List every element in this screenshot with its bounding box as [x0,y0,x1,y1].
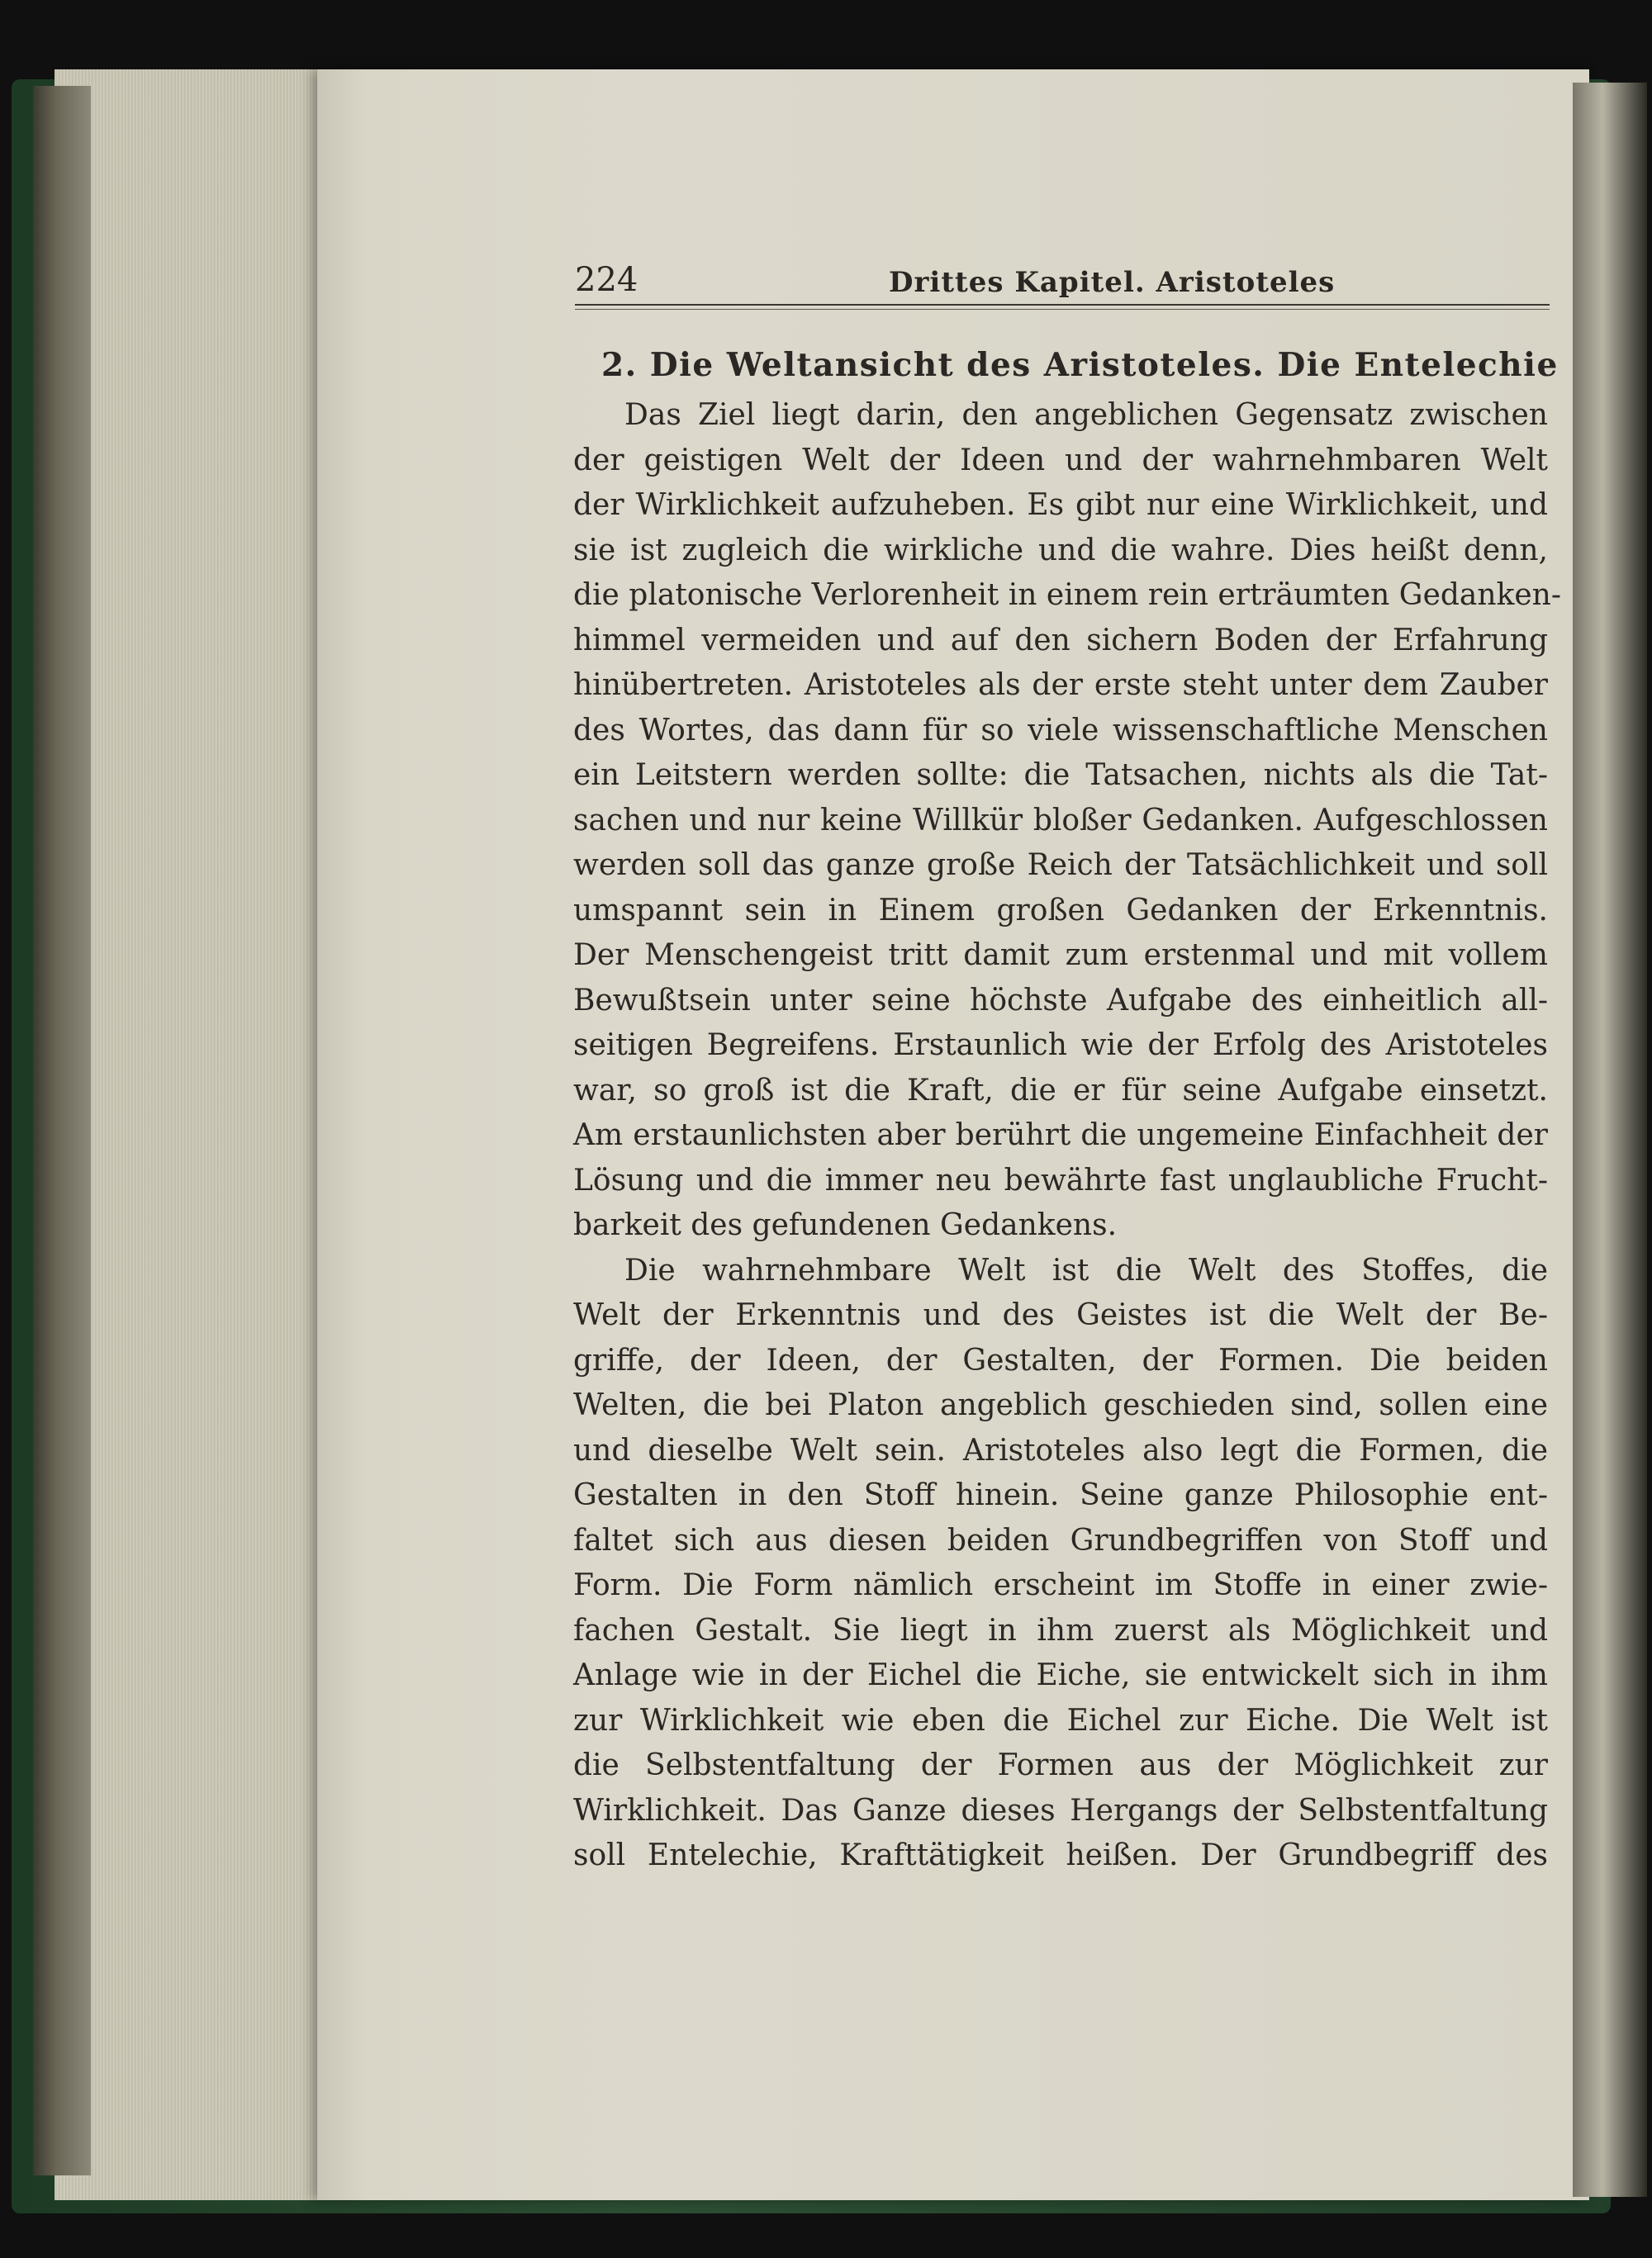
text-line: Die wahrnehmbare Welt ist die Welt des Stoffes, die [624,1253,1548,1288]
text-line: die platonische Verlorenheit in einem rein erträumten Gedanken- [573,578,1562,612]
text-line: des Wortes, das dann für so viele wissenschaftliche Menschen [573,713,1548,747]
text-line: soll Entelechie, Krafttätigkeit heißen. Der Grundbegriff des [573,1838,1548,1872]
text-line: seitigen Begreifens. Erstaunlich wie der Erfolg des Aristoteles [573,1028,1548,1062]
paragraphs [573,393,1562,1879]
text-line: fachen Gestalt. Sie liegt in ihm zuerst als Möglichkeit und [573,1613,1548,1648]
facing-page-edge [1573,83,1647,2197]
header-rule [575,304,1550,306]
text-line: Am erstaunlichsten aber berührt die ungemeine Einfachheit der [573,1118,1548,1152]
text-line: faltet sich aus diesen beiden Grundbegriffen von Stoff und [573,1523,1548,1558]
text-line: Welten, die bei Platon angeblich geschieden sind, sollen eine [573,1388,1548,1422]
running-head: Drittes Kapitel. Aristoteles [889,266,1336,299]
text-line: griffe, der Ideen, der Gestalten, der Formen. Die beiden [573,1343,1548,1378]
text-line: barkeit des gefundenen Gedankens. [573,1208,1118,1242]
text-line: Der Menschengeist tritt damit zum erstenmal und mit vollem [573,938,1548,972]
text-line: Bewußtsein unter seine höchste Aufgabe des einheitlich all- [573,983,1548,1018]
text-line: zur Wirklichkeit wie eben die Eichel zur Eiche. Die Welt ist [573,1703,1548,1738]
text-line: Gestalten in den Stoff hinein. Seine ganze Philosophie ent- [573,1478,1548,1512]
text-line: der Wirklichkeit aufzuheben. Es gibt nur eine Wirklichkeit, und [573,488,1548,522]
text-line: Welt der Erkenntnis und des Geistes ist die Welt der Be- [573,1298,1548,1332]
text-line: himmel vermeiden und auf den sichern Boden der Erfahrung [573,623,1548,657]
text-line: ein Leitstern werden sollte: die Tatsachen, nichts als die Tat- [573,758,1548,792]
text-line: Form. Die Form nämlich erscheint im Stoffe in einer zwie- [573,1568,1548,1602]
text-line: der geistigen Welt der Ideen und der wahrnehmbaren Welt [573,443,1548,477]
page-number: 224 [575,261,638,299]
text-line: und dieselbe Welt sein. Aristoteles also legt die Formen, die [573,1433,1548,1468]
text-line: war, so groß ist die Kraft, die er für seine Aufgabe einsetzt. [573,1073,1548,1108]
body-text [573,342,1562,1879]
text-line: sie ist zugleich die wirkliche und die wahre. Dies heißt denn, [573,533,1548,567]
text-line: umspannt sein in Einem großen Gedanken der Erkenntnis. [573,893,1548,927]
section-title: 2. Die Weltansicht des Aristoteles. Die Entelechie [601,346,1559,384]
text-line: Lösung und die immer neu bewährte fast unglaubliche Frucht- [573,1163,1548,1198]
text-line: sachen und nur keine Willkür bloßer Gedanken. Aufgeschlossen [573,803,1548,837]
text-line: die Selbstentfaltung der Formen aus der Möglichkeit zur [573,1748,1548,1782]
book-spine-edge [33,86,91,2175]
text-line: hinübertreten. Aristoteles als der erste steht unter dem Zauber [573,668,1548,702]
text-line: Wirklichkeit. Das Ganze dieses Hergangs der Selbstentfaltung [573,1793,1548,1828]
text-line: Das Ziel liegt darin, den angeblichen Gegensatz zwischen [624,398,1548,432]
text-line: Anlage wie in der Eichel die Eiche, sie entwickelt sich in ihm [573,1658,1548,1692]
page-header [575,256,1550,306]
text-line: werden soll das ganze große Reich der Tatsächlichkeit und soll [573,848,1548,882]
header-rule-thin [575,309,1550,310]
